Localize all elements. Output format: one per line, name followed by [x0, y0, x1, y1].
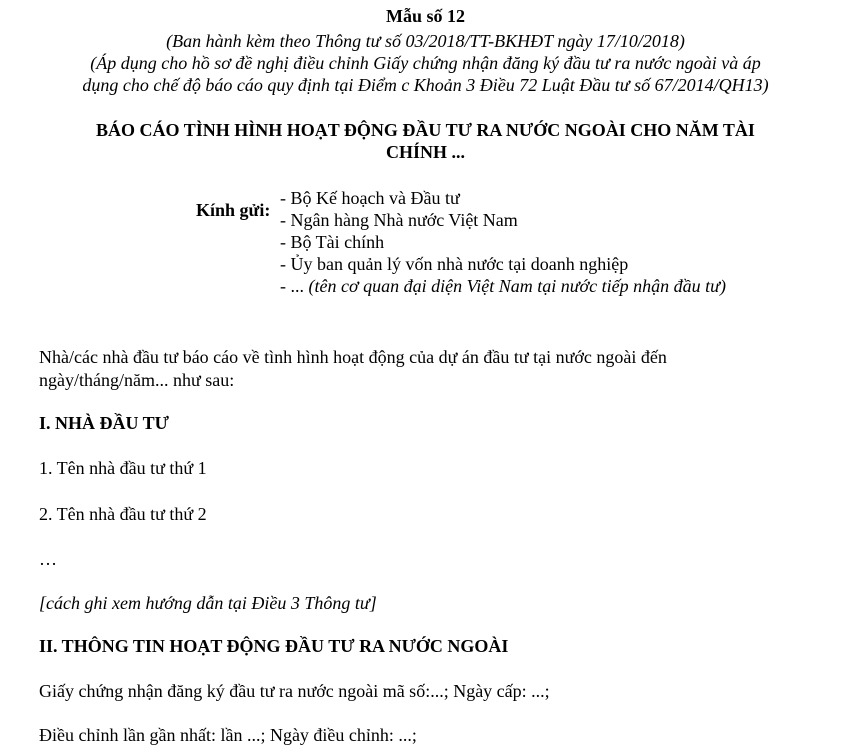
- form-number: Mẫu số 12: [385, 6, 465, 26]
- investor-item-1: 1. Tên nhà đầu tư thứ 1: [39, 458, 207, 478]
- intro-paragraph: Nhà/các nhà đầu tư báo cáo về tình hình hoạt động của dự án đầu tư tại nước ngoài đến ngày/tháng/năm... như sau:: [39, 347, 667, 390]
- recipient-item-prefix: - ...: [280, 276, 309, 296]
- applied-note-line1: (Áp dụng cho hồ sơ đề nghị điều chỉnh Giấy chứng nhận đăng ký đầu tư ra nước ngoài và áp: [90, 53, 761, 73]
- report-title-line1: BÁO CÁO TÌNH HÌNH HOẠT ĐỘNG ĐẦU TƯ RA NƯỚC NGOÀI CHO NĂM TÀI: [96, 120, 755, 140]
- investor-ellipsis: …: [39, 549, 57, 569]
- recipient-item-embassy: [280, 275, 740, 297]
- recipient-label: Kính gửi:: [196, 200, 271, 220]
- report-title-line2: CHÍNH ...: [385, 142, 465, 162]
- adjustment-line: Điều chỉnh lần gần nhất: lần ...; Ngày điều chỉnh: ...;: [39, 725, 417, 745]
- report-title: [40, 119, 811, 163]
- section-investment-info-heading: II. THÔNG TIN HOẠT ĐỘNG ĐẦU TƯ RA NƯỚC NGOÀI: [39, 636, 509, 656]
- certificate-line: Giấy chứng nhận đăng ký đầu tư ra nước ngoài mã số:...; Ngày cấp: ...;: [39, 681, 550, 701]
- issued-note: (Ban hành kèm theo Thông tư số 03/2018/TT-BKHĐT ngày 17/10/2018): [166, 31, 685, 51]
- recipient-item: - Ủy ban quản lý vốn nhà nước tại doanh nghiệp: [280, 254, 629, 274]
- investor-item-2: 2. Tên nhà đầu tư thứ 2: [39, 504, 207, 524]
- recipient-list: [280, 187, 740, 297]
- guide-note: [cách ghi xem hướng dẫn tại Điều 3 Thông tư]: [39, 593, 377, 613]
- recipient-item: - Ngân hàng Nhà nước Việt Nam: [280, 210, 518, 230]
- applied-note-line2: dụng cho chế độ báo cáo quy định tại Điểm c Khoản 3 Điều 72 Luật Đầu tư số 67/2014/QH13): [82, 75, 769, 95]
- recipient-item: - Bộ Tài chính: [280, 232, 385, 252]
- recipient-item-note: (tên cơ quan đại diện Việt Nam tại nước tiếp nhận đầu tư): [308, 276, 726, 296]
- section-investor-heading: I. NHÀ ĐẦU TƯ: [39, 413, 170, 433]
- recipient-item: - Bộ Kế hoạch và Đầu tư: [280, 188, 460, 208]
